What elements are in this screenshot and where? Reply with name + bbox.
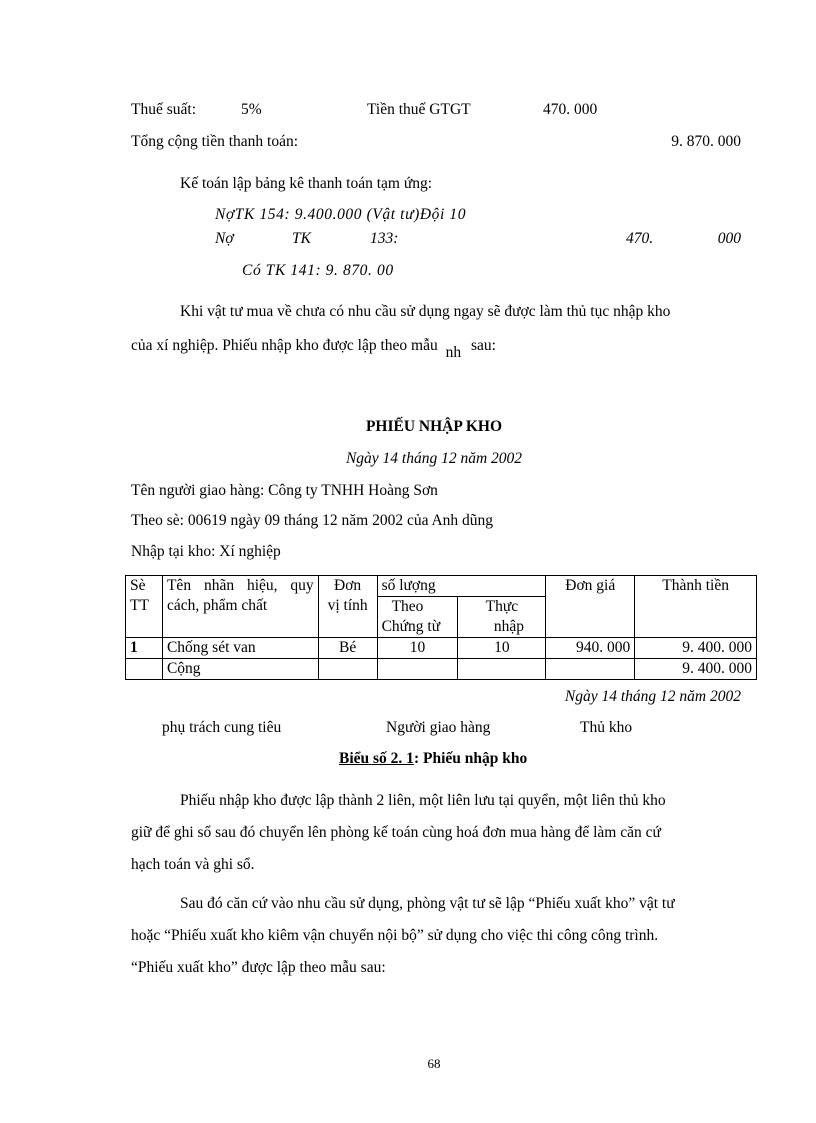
table-row: [126, 638, 757, 659]
total-empty-price: [546, 659, 635, 680]
row-amount: 9. 400. 000: [635, 638, 757, 659]
total-label: Cộng: [162, 659, 318, 680]
total-empty-qty-doc: [377, 659, 458, 680]
total-empty-qty-actual: [458, 659, 546, 680]
para3-line-1: Sau đó căn cứ vào nhu cầu sử dụng, phòng vật tư sẽ lập “Phiếu xuất kho” vật tư: [180, 895, 675, 912]
journal-entry-debit-154: NợTK 154: 9.400.000 (Vật tư)Đội 10: [215, 206, 467, 223]
journal-entry-debit-133-b: TK: [292, 230, 311, 247]
total-no-empty: [126, 659, 163, 680]
row-qty-actual: 10: [458, 638, 546, 659]
table-total-row: [126, 659, 757, 680]
figure-caption: [339, 750, 527, 768]
para2-line-3: hạch toán và ghi sổ.: [131, 856, 255, 873]
total-payment-value: 9. 870. 000: [671, 133, 741, 150]
receipt-warehouse: Nhập tại kho: Xí nghiệp: [131, 543, 281, 560]
receipt-title: PHIẾU NHẬP KHO: [365, 418, 503, 435]
receipt-reference: Theo sè: 00619 ngày 09 tháng 12 năm 2002 của Anh dũng: [131, 512, 494, 529]
signer-storekeeper: Thủ kho: [580, 719, 633, 736]
header-amount: Thành tiền: [635, 576, 757, 638]
vat-value: 470. 000: [543, 101, 598, 118]
intro-line-1: Khi vật tư mua về chưa có nhu cầu sử dụng ngay sẽ được làm thủ tục nhập kho: [180, 303, 671, 320]
header-unit-price: Đơn giá: [546, 576, 635, 638]
receipt-table: [125, 575, 757, 680]
row-no: 1: [126, 638, 163, 659]
journal-entry-credit-141: Có TK 141: 9. 870. 00: [242, 262, 394, 279]
header-no: Sè TT: [126, 576, 163, 638]
row-item-name: Chống sét van: [162, 638, 318, 659]
signer-deliverer: Người giao hàng: [386, 719, 491, 736]
journal-entry-debit-133-c: 133:: [370, 230, 399, 247]
header-qty-by-document: Theo Chứng từ: [377, 597, 458, 638]
signer-supply-manager: phụ trách cung tiêu: [162, 719, 282, 736]
vat-label: Tiền thuế GTGT: [367, 101, 471, 118]
total-empty-unit: [318, 659, 377, 680]
row-unit-price: 940. 000: [546, 638, 635, 659]
intro-line-2-b: sau:: [470, 337, 496, 354]
para2-line-2: giữ để ghi sổ sau đó chuyển lên phòng kế toán cùng hoá đơn mua hàng để làm căn cứ: [131, 824, 661, 841]
intro-line-2: [131, 337, 496, 361]
header-qty-actual: Thực nhập: [458, 597, 546, 638]
para2-line-1: Phiếu nhập kho được lập thành 2 liên, một liên lưu tại quyển, một liên thủ kho: [180, 792, 666, 809]
intro-line-2-sub: nh: [445, 344, 462, 361]
receipt-date: Ngày 14 tháng 12 năm 2002: [345, 450, 523, 467]
receipt-deliverer: Tên người giao hàng: Công ty TNHH Hoàng Sơn: [131, 482, 438, 499]
page-number: 68: [427, 1056, 441, 1071]
total-amount: 9. 400. 000: [635, 659, 757, 680]
header-unit: Đơn vị tính: [318, 576, 377, 638]
journal-entry-debit-133-d: 470.: [626, 230, 654, 247]
header-item-name: Tên nhãn hiệu, quy cách, phẩm chất: [162, 576, 318, 638]
caption-text: : Phiếu nhập kho: [413, 750, 528, 767]
signature-date: Ngày 14 tháng 12 năm 2002: [564, 688, 741, 705]
row-unit: Bé: [318, 638, 377, 659]
accounting-intro: Kế toán lập bảng kê thanh toán tạm ứng:: [180, 175, 433, 192]
tax-rate-value: 5%: [241, 101, 262, 118]
total-payment-label: Tổng cộng tiền thanh toán:: [131, 133, 299, 150]
row-qty-document: 10: [377, 638, 458, 659]
para3-line-2: hoặc “Phiếu xuất kho kiêm vận chuyển nội bộ” sử dụng cho việc thi công công trình.: [131, 927, 659, 944]
table-header-row: [126, 576, 757, 597]
para3-line-3: “Phiếu xuất kho” được lập theo mẫu sau:: [131, 959, 386, 976]
tax-rate-label: Thuế suất:: [131, 101, 196, 118]
journal-entry-debit-133-a: Nợ: [215, 230, 234, 247]
caption-label: Biểu số 2. 1: [339, 750, 414, 767]
journal-entry-debit-133-e: 000: [717, 230, 741, 247]
intro-line-2-a: của xí nghiệp. Phiếu nhập kho được lập theo mẫu: [131, 337, 438, 354]
header-quantity: số lượng: [377, 576, 546, 597]
